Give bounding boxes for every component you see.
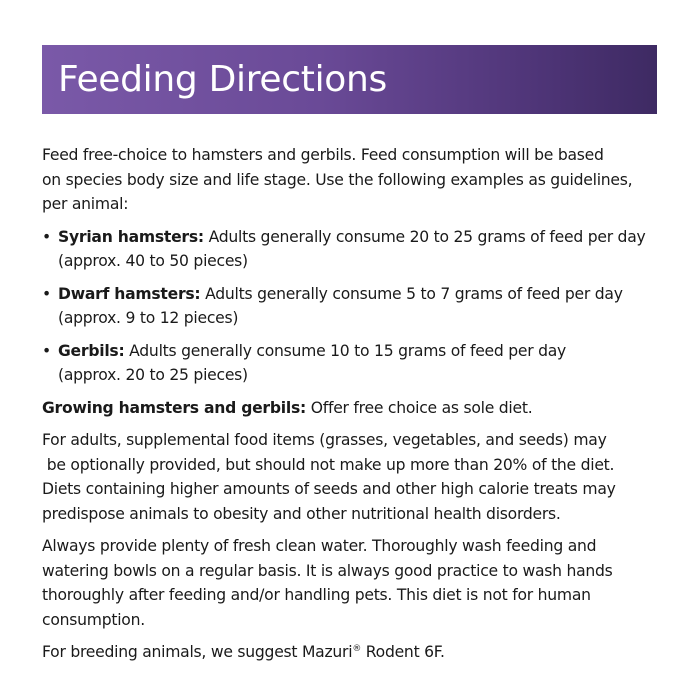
water-line: consumption. — [42, 610, 145, 629]
water-line: Always provide plenty of fresh clean water. Thoroughly wash feeding and — [42, 537, 597, 555]
growing-term: Growing hamsters and gerbils: — [42, 398, 306, 417]
adults-line: be optionally provided, but should not make up more than 20% of the diet. — [42, 455, 615, 474]
page-title: Feeding Directions — [58, 58, 387, 100]
intro-line: on species body size and life stage. Use the following examples as guidelines, — [42, 170, 633, 189]
adults-line: For adults, supplemental food items (grasses, vegetables, and seeds) may — [42, 431, 607, 449]
species-term: Dwarf hamsters: — [58, 284, 201, 303]
species-consumption: Adults generally consume 20 to 25 grams of feed per day — [203, 227, 646, 246]
intro-line: Feed free-choice to hamsters and gerbils. Feed consumption will be based — [42, 146, 604, 164]
species-pieces: (approx. 9 to 12 pieces) — [58, 309, 239, 327]
water-line: watering bowls on a regular basis. It is always good practice to wash hands — [42, 561, 613, 580]
breeding-paragraph — [42, 640, 667, 665]
bullet-icon: • — [42, 284, 51, 303]
growing-text: Offer free choice as sole diet. — [306, 398, 533, 417]
species-term: Gerbils: — [58, 341, 125, 360]
registered-mark: ® — [352, 643, 362, 654]
adults-line: predispose animals to obesity and other nutritional health disorders. — [42, 504, 561, 523]
header-banner — [42, 45, 657, 114]
adults-line: Diets containing higher amounts of seeds and other high calorie treats may — [42, 480, 616, 498]
species-term: Syrian hamsters: — [58, 227, 204, 246]
water-paragraph — [42, 534, 667, 632]
breeding-prefix: For breeding animals, we suggest Mazuri — [42, 643, 353, 661]
intro-line: per animal: — [42, 195, 129, 213]
species-consumption: Adults generally consume 5 to 7 grams of feed per day — [200, 284, 623, 303]
bullet-line — [58, 225, 667, 250]
list-item-gerbils — [42, 339, 667, 388]
list-item-syrian-hamsters — [42, 225, 667, 274]
growing-line — [42, 396, 667, 421]
species-consumption: Adults generally consume 10 to 15 grams of feed per day — [124, 341, 567, 360]
list-item-dwarf-hamsters — [42, 282, 667, 331]
bullet-line — [58, 282, 667, 307]
feeding-directions-body — [42, 143, 667, 673]
species-list — [42, 225, 667, 388]
breeding-line — [42, 640, 667, 665]
intro-paragraph — [42, 143, 667, 217]
breeding-suffix: Rodent 6F. — [361, 643, 445, 661]
species-pieces: (approx. 40 to 50 pieces) — [58, 252, 248, 270]
adults-paragraph — [42, 428, 667, 526]
water-line: thoroughly after feeding and/or handling pets. This diet is not for human — [42, 586, 591, 604]
species-pieces: (approx. 20 to 25 pieces) — [58, 366, 248, 384]
bullet-icon: • — [42, 227, 51, 246]
growing-paragraph — [42, 396, 667, 421]
bullet-line — [58, 339, 667, 364]
bullet-icon: • — [42, 341, 51, 360]
